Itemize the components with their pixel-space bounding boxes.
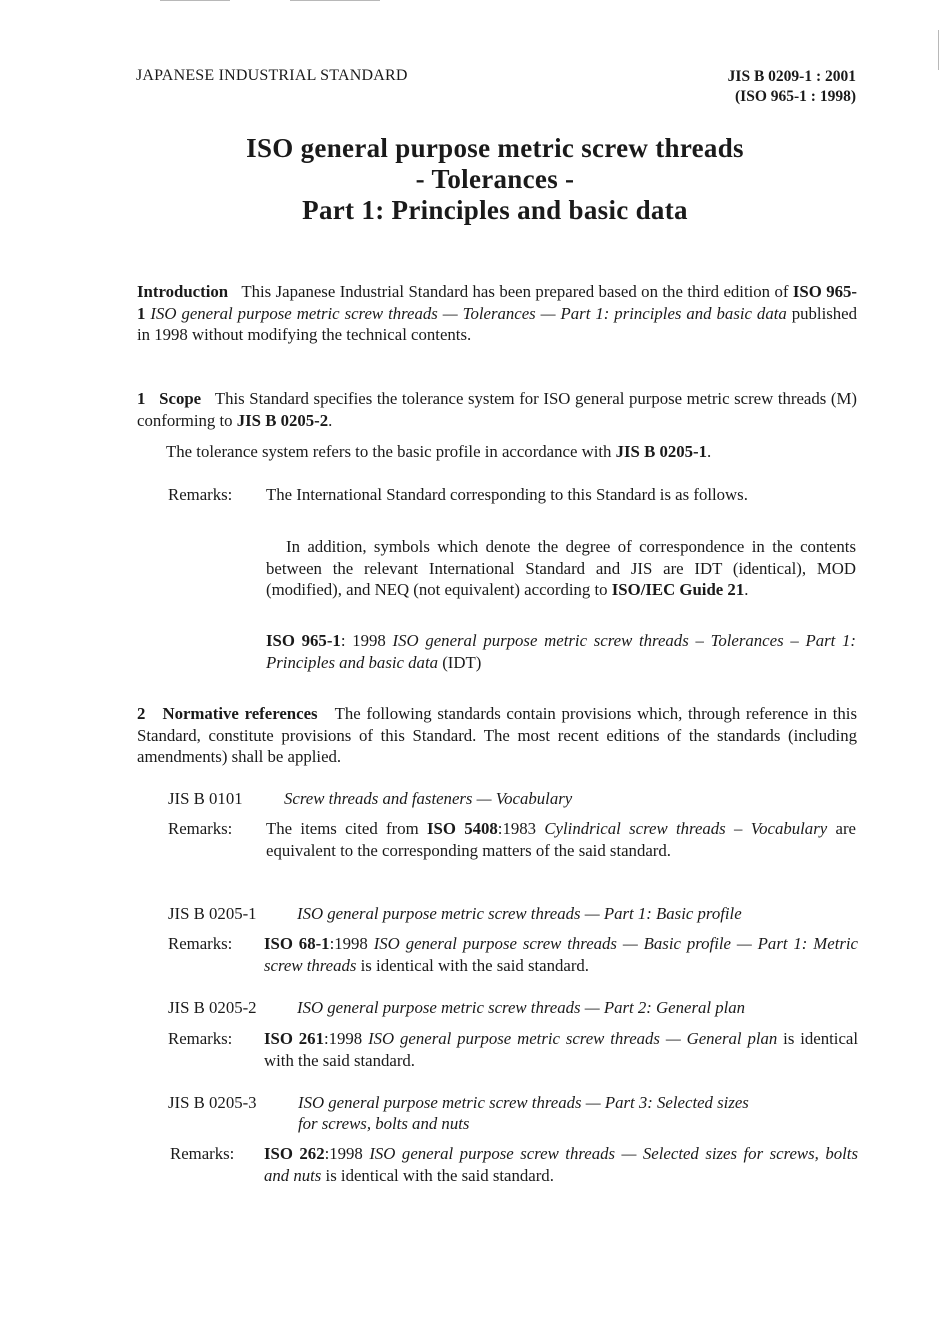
reference-remarks-label: Remarks: [168,819,233,838]
intro-text: This Japanese Industrial Standard has been prepared based on the third edition of [241,282,793,301]
scope-p2-text: The tolerance system refers to the basic profile in accordance with [166,442,616,461]
ref1-rem-ref: ISO 68-1 [264,934,330,953]
title-line-3: Part 1: Principles and basic data [302,195,688,225]
reference-remarks-text [266,818,856,861]
scope-paragraph [137,388,857,431]
scan-artifact [160,0,230,1]
scope-number: 1 [137,389,146,408]
reference-code: JIS B 0205-2 [168,998,257,1017]
normative-number: 2 [137,704,146,723]
ref2-rem-ref: ISO 261 [264,1029,324,1048]
reference-remarks-text [264,1143,858,1186]
scope-remarks-text: The International Standard corresponding to this Standard is as follows. [266,485,748,504]
scope-remarks-correspondence [266,536,856,601]
scope-text-end: . [328,410,333,430]
intro-ref-title: ISO general purpose metric screw threads — Tolerances — Part 1: principles and basic data [150,303,787,323]
reference-title-line-2: for screws, bolts and nuts [298,1114,470,1133]
reference-remarks-text [264,1028,858,1071]
introduction-paragraph [137,281,857,346]
ref1-rem-year: :1998 [329,934,374,953]
remarks-correspondence-end: . [744,580,749,599]
ref0-rem-end: are equivalent to the corresponding matters of the said standard. [266,819,856,860]
scope-remarks-label: Remarks: [168,485,233,504]
remarks-iso-year: : 1998 [340,631,393,650]
scan-artifact [938,30,939,70]
normative-heading: Normative references [162,704,318,723]
reference-title: ISO general purpose metric screw threads — Part 1: Basic profile [297,904,742,923]
reference-code: JIS B 0205-3 [168,1093,257,1112]
reference-code: JIS B 0205-1 [168,904,257,923]
ref3-rem-ref: ISO 262 [264,1144,325,1163]
scope-text: This Standard specifies the tolerance system for ISO general purpose metric screw threads (M) conforming to [137,389,857,430]
ref1-rem-end: is identical with the said standard. [356,955,590,975]
document-title [0,133,950,226]
introduction-heading: Introduction [137,282,229,301]
reference-remarks-text [264,933,858,976]
ref2-rem-year: :1998 [323,1029,369,1048]
title-line-2: - Tolerances - [415,164,575,194]
ref0-rem-pre: The items cited from [266,819,427,838]
intro-text-end: published in 1998 without modifying the technical contents. [137,303,857,344]
ref3-rem-title: ISO general purpose screw threads — Selected sizes for screws, bolts and nuts [264,1144,858,1185]
remarks-iso-degree: (IDT) [438,652,482,672]
reference-remarks-label: Remarks: [168,934,233,953]
header-standard-type: JAPANESE INDUSTRIAL STANDARD [136,67,408,84]
ref3-rem-year: :1998 [324,1144,370,1163]
remarks-correspondence-text: In addition, symbols which denote the degree of correspondence in the contents between the relevant International Standard and JIS are IDT (identical), MOD (modified), and NEQ (not equivalent) according to [266,537,856,599]
title-line-1: ISO general purpose metric screw threads [246,133,744,163]
normative-references-paragraph [137,703,857,768]
header-jis-number: JIS B 0209-1 : 2001 [727,68,856,85]
ref1-rem-title: ISO general purpose screw threads — Basic profile — Part 1: Metric screw threads [264,934,859,975]
scope-ref: JIS B 0205-2 [236,410,329,430]
scope-basic-profile-line [166,441,711,463]
intro-ref: ISO 965-1 [137,282,857,323]
reference-title: ISO general purpose metric screw threads — Part 2: General plan [297,998,746,1017]
reference-title-line-1: ISO general purpose metric screw threads — Part 3: Selected sizes [298,1093,749,1112]
ref0-rem-ref: ISO 5408 [426,819,498,838]
ref3-rem-end: is identical with the said standard. [321,1165,554,1185]
scope-heading: Scope [159,389,202,408]
ref0-rem-title: Cylindrical screw threads – Vocabulary [544,819,828,838]
remarks-iso-ref: ISO 965-1 [266,631,341,650]
header-standard-number [728,67,856,107]
scan-artifact [290,0,380,1]
scope-p2-ref: JIS B 0205-1 [615,442,708,461]
reference-code: JIS B 0101 [168,789,243,808]
scope-remarks-iso-ref [266,630,856,673]
ref0-rem-year: :1983 [497,819,545,838]
remarks-guide-ref: ISO/IEC Guide 21 [611,580,745,599]
scope-p2-end: . [707,442,712,461]
reference-remarks-label: Remarks: [170,1144,235,1163]
reference-remarks-label: Remarks: [168,1029,233,1048]
ref2-rem-end: is identical with the said standard. [264,1029,858,1070]
header-iso-number: (ISO 965-1 : 1998) [735,88,856,105]
normative-text: The following standards contain provisions which, through reference in this Standard, constitute provisions of this Standard. The most recent editions of the standards (including amendments) shall be applied. [137,704,857,766]
ref2-rem-title: ISO general purpose metric screw threads — General plan [368,1029,778,1048]
reference-title: Screw threads and fasteners — Vocabulary [284,789,573,808]
remarks-iso-title: ISO general purpose metric screw threads – Tolerances – Part 1: Principles and basic data [266,631,857,672]
